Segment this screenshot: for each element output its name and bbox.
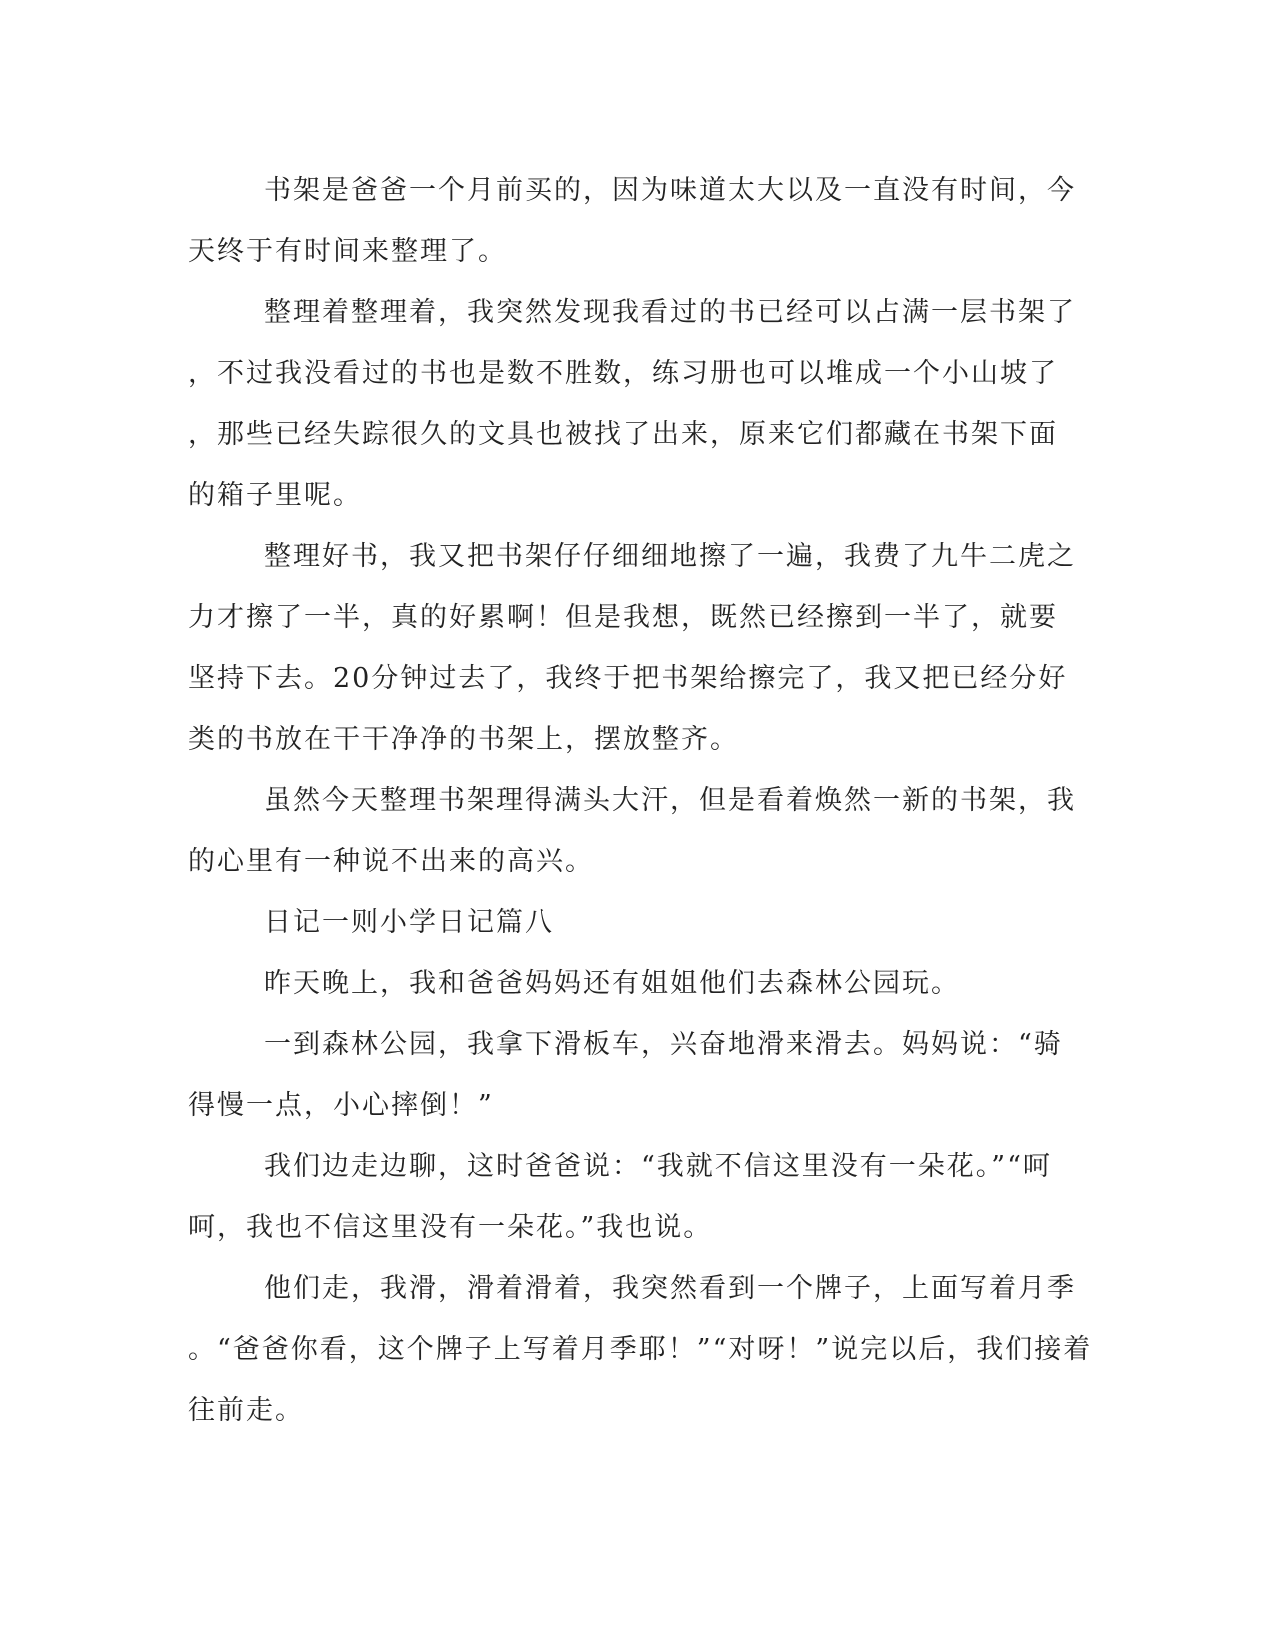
section-heading bbox=[188, 892, 1078, 953]
text-line: 虽然今天整理书架理得满头大汗，但是看着焕然一新的书架，我 bbox=[264, 785, 1076, 816]
paragraph-park-visit bbox=[188, 953, 1078, 1014]
text-line: 整理好书，我又把书架仔仔细细地擦了一遍，我费了九牛二虎之 bbox=[264, 541, 1076, 572]
paragraph-bookshelf-intro bbox=[188, 160, 1078, 282]
text-line: 往前走。 bbox=[188, 1395, 304, 1426]
text-line: 天终于有时间来整理了。 bbox=[188, 236, 507, 267]
text-line: 得慢一点，小心摔倒！” bbox=[188, 1090, 494, 1121]
text-line: 书架是爸爸一个月前买的，因为味道太大以及一直没有时间，今 bbox=[264, 175, 1076, 206]
text-line: 我们边走边聊，这时爸爸说：“我就不信这里没有一朵花。”“呵 bbox=[264, 1151, 1052, 1182]
text-line: ，那些已经失踪很久的文具也被找了出来，原来它们都藏在书架下面 bbox=[188, 419, 1058, 450]
text-line: ，不过我没看过的书也是数不胜数，练习册也可以堆成一个小山坡了 bbox=[188, 358, 1058, 389]
paragraph-scooter bbox=[188, 1014, 1078, 1136]
text-line: 一到森林公园，我拿下滑板车，兴奋地滑来滑去。妈妈说：“骑 bbox=[264, 1029, 1063, 1060]
paragraph-wiping bbox=[188, 526, 1078, 770]
text-line: 。“爸爸你看，这个牌子上写着月季耶！”“对呀！”说完以后，我们接着 bbox=[188, 1334, 1093, 1365]
text-line: 坚持下去。20分钟过去了，我终于把书架给擦完了，我又把已经分好 bbox=[188, 663, 1068, 694]
paragraph-happy bbox=[188, 770, 1078, 892]
document-body bbox=[188, 160, 1093, 1441]
text-line: 类的书放在干干净净的书架上，摆放整齐。 bbox=[188, 724, 739, 755]
text-line: 呵，我也不信这里没有一朵花。”我也说。 bbox=[188, 1212, 713, 1243]
text-line: 整理着整理着，我突然发现我看过的书已经可以占满一层书架了 bbox=[264, 297, 1076, 328]
text-line: 力才擦了一半，真的好累啊！但是我想，既然已经擦到一半了，就要 bbox=[188, 602, 1058, 633]
text-line: 的心里有一种说不出来的高兴。 bbox=[188, 846, 594, 877]
text-line: 他们走，我滑，滑着滑着，我突然看到一个牌子，上面写着月季 bbox=[264, 1273, 1076, 1304]
heading-line: 日记一则小学日记篇八 bbox=[264, 907, 554, 938]
paragraph-organizing bbox=[188, 282, 1078, 526]
paragraph-chatting bbox=[188, 1136, 1078, 1258]
paragraph-sign bbox=[188, 1258, 1093, 1441]
text-line: 昨天晚上，我和爸爸妈妈还有姐姐他们去森林公园玩。 bbox=[264, 968, 960, 999]
text-line: 的箱子里呢。 bbox=[188, 480, 362, 511]
